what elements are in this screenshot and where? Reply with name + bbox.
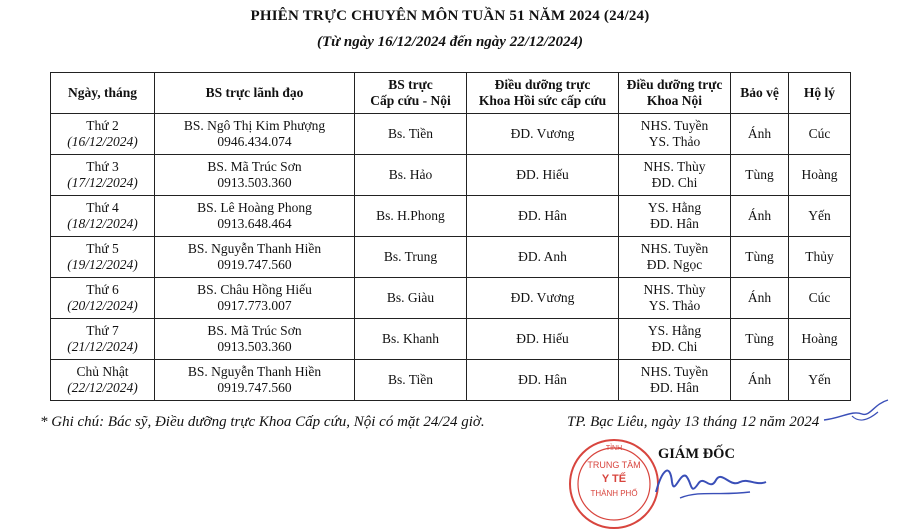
cell-er-doctor: Bs. Tiền <box>387 372 434 387</box>
cell-int-nurse-2: ĐD. Hân <box>650 216 699 231</box>
cell-guard: Ánh <box>747 126 772 141</box>
cell-icu-nurse: ĐD. Vương <box>510 290 575 305</box>
cell-leader: BS. Châu Hồng Hiếu <box>197 282 312 297</box>
table-row <box>51 319 851 360</box>
flourish-mark <box>822 396 892 426</box>
cell-col-orderly <box>789 237 851 278</box>
table-row <box>51 114 851 155</box>
cell-col-er-doctor <box>355 237 467 278</box>
cell-guard: Ánh <box>747 372 772 387</box>
cell-int-nurse-2: ĐD. Chi <box>651 175 698 190</box>
cell-er-doctor: Bs. Giàu <box>386 290 435 305</box>
cell-col-orderly <box>789 196 851 237</box>
cell-col-icu-nurse <box>467 278 619 319</box>
cell-int-nurse-1: YS. Hằng <box>647 323 702 338</box>
cell-col-date <box>51 196 155 237</box>
cell-col-internal-nurse <box>619 360 731 401</box>
header-text: Khoa Nội <box>646 93 703 108</box>
cell-day: Thứ 6 <box>86 282 119 297</box>
cell-guard: Tùng <box>745 249 774 264</box>
cell-phone: 0913.503.360 <box>217 339 292 354</box>
cell-col-date <box>51 360 155 401</box>
cell-phone: 0917.773.007 <box>217 298 292 313</box>
footnote: * Ghi chú: Bác sỹ, Điều dưỡng trực Khoa Cấp cứu, Nội có mặt 24/24 giờ. <box>40 414 485 430</box>
cell-date: (20/12/2024) <box>67 298 138 313</box>
cell-date: (22/12/2024) <box>67 380 138 395</box>
cell-col-date <box>51 114 155 155</box>
cell-er-doctor: Bs. Tiền <box>387 126 434 141</box>
official-stamp <box>566 436 662 532</box>
cell-col-er-doctor <box>355 196 467 237</box>
cell-int-nurse-1: NHS. Tuyền <box>640 241 709 256</box>
cell-er-doctor: Bs. Trung <box>383 249 438 264</box>
cell-col-icu-nurse <box>467 196 619 237</box>
cell-orderly: Cúc <box>808 126 831 141</box>
header-text: BS trực <box>388 77 433 92</box>
cell-col-icu-nurse <box>467 237 619 278</box>
page-title: PHIÊN TRỰC CHUYÊN MÔN TUẦN 51 NĂM 2024 (24/24) <box>250 8 650 24</box>
cell-col-orderly <box>789 319 851 360</box>
cell-day: Thứ 4 <box>86 200 119 215</box>
cell-icu-nurse: ĐD. Hiếu <box>516 167 569 182</box>
cell-date: (18/12/2024) <box>67 216 138 231</box>
header-col-icu-nurse <box>467 73 619 114</box>
table-row <box>51 278 851 319</box>
cell-col-date <box>51 278 155 319</box>
cell-day: Thứ 7 <box>86 323 119 338</box>
header-text: Khoa Hồi sức cấp cứu <box>478 93 607 108</box>
cell-col-internal-nurse <box>619 278 731 319</box>
cell-date: (16/12/2024) <box>67 134 138 149</box>
stamp-line3: THÀNH PHỐ <box>590 489 638 498</box>
cell-col-guard <box>731 114 789 155</box>
cell-int-nurse-2: YS. Thảo <box>648 134 701 149</box>
cell-orderly: Yến <box>808 208 831 223</box>
header-col-orderly <box>789 73 851 114</box>
cell-date: (19/12/2024) <box>67 257 138 272</box>
cell-int-nurse-2: ĐD. Chi <box>651 339 698 354</box>
header-col-date <box>51 73 155 114</box>
page-subtitle: (Từ ngày 16/12/2024 đến ngày 22/12/2024) <box>316 34 584 50</box>
header-text: Cấp cứu - Nội <box>370 93 451 108</box>
place-and-date: TP. Bạc Liêu, ngày 13 tháng 12 năm 2024 <box>567 414 820 430</box>
duty-schedule-table <box>50 72 851 401</box>
header-col-er-doctor <box>355 73 467 114</box>
cell-col-date <box>51 155 155 196</box>
table-row <box>51 196 851 237</box>
cell-col-internal-nurse <box>619 114 731 155</box>
cell-col-date <box>51 319 155 360</box>
header-text: Điều dưỡng trực <box>494 77 591 92</box>
director-title: GIÁM ĐỐC <box>658 446 735 462</box>
header-col-guard <box>731 73 789 114</box>
cell-phone: 0913.503.360 <box>217 175 292 190</box>
cell-guard: Ánh <box>747 208 772 223</box>
cell-col-orderly <box>789 360 851 401</box>
cell-guard: Ánh <box>747 290 772 305</box>
cell-day: Thứ 5 <box>86 241 119 256</box>
signature <box>650 452 770 506</box>
cell-int-nurse-1: NHS. Thùy <box>643 282 706 297</box>
stamp-ring-text: TỈNH <box>605 445 623 452</box>
cell-col-er-doctor <box>355 155 467 196</box>
cell-col-leader-doctor <box>155 360 355 401</box>
cell-col-guard <box>731 278 789 319</box>
cell-er-doctor: Bs. Khanh <box>382 331 439 346</box>
cell-icu-nurse: ĐD. Anh <box>518 249 567 264</box>
cell-int-nurse-1: NHS. Tuyền <box>640 118 709 133</box>
cell-leader: BS. Nguyễn Thanh Hiền <box>187 241 322 256</box>
cell-col-icu-nurse <box>467 114 619 155</box>
cell-date: (17/12/2024) <box>67 175 138 190</box>
cell-leader: BS. Ngô Thị Kim Phượng <box>183 118 326 133</box>
table-body <box>51 114 851 401</box>
cell-leader: BS. Mã Trúc Sơn <box>207 323 302 338</box>
header-text: Bảo vệ <box>740 85 779 100</box>
cell-col-orderly <box>789 114 851 155</box>
cell-leader: BS. Mã Trúc Sơn <box>207 159 302 174</box>
header-text: Ngày, tháng <box>67 85 138 100</box>
cell-int-nurse-1: NHS. Thùy <box>643 159 706 174</box>
cell-orderly: Yến <box>808 372 831 387</box>
header-col-leader-doctor <box>155 73 355 114</box>
cell-int-nurse-1: NHS. Tuyền <box>640 364 709 379</box>
cell-col-internal-nurse <box>619 237 731 278</box>
table-row <box>51 360 851 401</box>
header-col-internal-nurse <box>619 73 731 114</box>
cell-phone: 0919.747.560 <box>217 380 292 395</box>
cell-col-leader-doctor <box>155 196 355 237</box>
cell-phone: 0919.747.560 <box>217 257 292 272</box>
cell-col-orderly <box>789 155 851 196</box>
stamp-line1: TRUNG TÂM <box>587 460 641 470</box>
header-text: Hộ lý <box>803 85 836 100</box>
cell-day: Chủ Nhật <box>76 364 129 379</box>
cell-int-nurse-1: YS. Hằng <box>647 200 702 215</box>
cell-col-guard <box>731 155 789 196</box>
cell-leader: BS. Lê Hoàng Phong <box>197 200 312 215</box>
cell-phone: 0913.648.464 <box>217 216 292 231</box>
cell-guard: Tùng <box>745 331 774 346</box>
cell-phone: 0946.434.074 <box>217 134 292 149</box>
cell-int-nurse-2: ĐD. Hân <box>650 380 699 395</box>
cell-col-er-doctor <box>355 360 467 401</box>
cell-col-internal-nurse <box>619 319 731 360</box>
stamp-line2: Y TẾ <box>601 473 627 485</box>
cell-col-date <box>51 237 155 278</box>
cell-col-internal-nurse <box>619 155 731 196</box>
cell-icu-nurse: ĐD. Hiếu <box>516 331 569 346</box>
cell-col-internal-nurse <box>619 196 731 237</box>
cell-guard: Tùng <box>745 167 774 182</box>
cell-col-leader-doctor <box>155 155 355 196</box>
cell-col-er-doctor <box>355 319 467 360</box>
cell-orderly: Hoàng <box>801 331 838 346</box>
header-text: Điều dưỡng trực <box>626 77 723 92</box>
table-row <box>51 155 851 196</box>
cell-col-guard <box>731 319 789 360</box>
cell-orderly: Thủy <box>805 249 834 264</box>
cell-int-nurse-2: ĐD. Ngọc <box>646 257 703 272</box>
cell-icu-nurse: ĐD. Hân <box>518 208 567 223</box>
cell-er-doctor: Bs. Hảo <box>388 167 433 182</box>
cell-col-leader-doctor <box>155 237 355 278</box>
cell-col-leader-doctor <box>155 114 355 155</box>
cell-day: Thứ 2 <box>86 118 119 133</box>
cell-col-orderly <box>789 278 851 319</box>
cell-col-icu-nurse <box>467 360 619 401</box>
cell-col-guard <box>731 237 789 278</box>
cell-icu-nurse: ĐD. Vương <box>510 126 575 141</box>
table-row <box>51 237 851 278</box>
cell-er-doctor: Bs. H.Phong <box>376 208 445 223</box>
cell-date: (21/12/2024) <box>67 339 138 354</box>
cell-col-leader-doctor <box>155 319 355 360</box>
header-text: BS trực lãnh đạo <box>205 85 304 100</box>
cell-leader: BS. Nguyễn Thanh Hiền <box>187 364 322 379</box>
cell-col-icu-nurse <box>467 155 619 196</box>
cell-col-er-doctor <box>355 114 467 155</box>
cell-col-guard <box>731 196 789 237</box>
cell-icu-nurse: ĐD. Hân <box>518 372 567 387</box>
cell-col-er-doctor <box>355 278 467 319</box>
cell-day: Thứ 3 <box>86 159 119 174</box>
cell-int-nurse-2: YS. Thảo <box>648 298 701 313</box>
cell-orderly: Cúc <box>808 290 831 305</box>
cell-col-guard <box>731 360 789 401</box>
cell-orderly: Hoàng <box>801 167 838 182</box>
table-header-row <box>51 73 851 114</box>
cell-col-icu-nurse <box>467 319 619 360</box>
cell-col-leader-doctor <box>155 278 355 319</box>
